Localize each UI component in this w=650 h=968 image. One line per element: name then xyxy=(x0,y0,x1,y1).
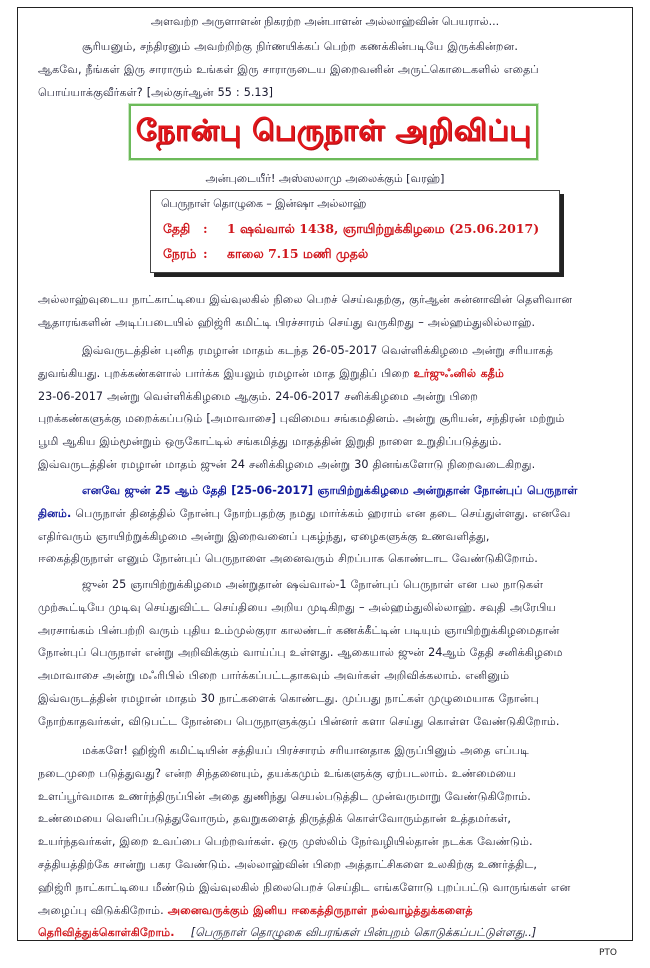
paragraph-text: துவங்கியது. புறக்கண்களால் பார்க்க இயலும் ரமழான் மாத இறுதிப் பிறை xyxy=(38,366,410,380)
footnote: [பெருநாள் தொழுகை விபரங்கள் பின்புறம் கொடுக்கப்பட்டுள்ளது..] xyxy=(190,926,537,940)
paragraph-line: அல்லாஹ்வுடைய நாட்காட்டியை இவ்வுலகில் நிலை பெறச் செய்வதற்கு, குர்ஆன் சுன்னாவின் தெளிவான xyxy=(38,293,573,306)
page-title: நோன்பு பெருநாள் அறிவிப்பு xyxy=(135,113,532,147)
paragraph-line xyxy=(38,503,618,526)
paragraph-line xyxy=(38,900,618,923)
paragraph-text: பெருநாள் தினத்தில் நோன்பு நோற்பதற்கு நமது மார்க்கம் ஹராம் என தடை செய்துள்ளது. எனவே xyxy=(75,506,571,520)
date-value: 1 ஷவ்வால் 1438, ஞாயிற்றுக்கிழமை (25.06.2017) xyxy=(227,221,540,236)
prayer-time-row xyxy=(163,246,368,263)
highlight-eid-day: தினம். xyxy=(38,506,72,520)
prayer-info-heading: பெருநாள் தொழுகை – இன்ஷா அல்லாஹ் xyxy=(161,197,367,210)
paragraph-line: முற்கூட்டியே முடிவு செய்துவிட்ட செய்தியை அறிய முடிகிறது – அல்ஹம்துலில்லாஹ். சவுதி அரேபிய xyxy=(38,600,556,614)
paragraph-line: புறக்கண்களுக்கு மறைக்கப்படும் [அமாவாசை] புவிமைய சங்கமதினம். அன்று சூரியன், சந்திரன் மற்றும் xyxy=(38,412,565,426)
paragraph-appeal xyxy=(38,740,618,945)
paragraph-line xyxy=(38,922,618,945)
paragraph-line: ஜுன் 25 ஞாயிற்றுக்கிழமை அன்றுதான் ஷவ்வால்-1 நோன்புப் பெருநாள் என பல நாடுகள் xyxy=(82,578,544,591)
date-label: தேதி xyxy=(163,221,191,236)
paragraph-line: ஹிஜ்ரி நாட்காட்டியை மீண்டும் இவ்வுலகில் நிலைபெறச் செய்திட எங்களோடு புறப்பட்டு வாருங்கள் என xyxy=(38,880,571,894)
paragraph-line: நோற்காதவர்கள், விடுபட்ட நோன்பை பெருநாளுக்குப் பின்னர் களா செய்து கொள்ள வேண்டுகிறோம். xyxy=(38,714,560,728)
paragraph-line: இவ்வருடத்தின் ரமழான் மாதம் 30 நாட்களைக் கொண்டது. முப்பது நாட்கள் முழுமையாக நோன்பு xyxy=(38,691,539,705)
paragraph-line: பூமி ஆகிய இம்மூன்றும் ஒருகோட்டில் சங்கமித்து மாதத்தின் இறுதி நாளை உறுதிப்படுத்தும். xyxy=(38,435,502,449)
paragraph-ramadan xyxy=(38,340,618,477)
paragraph-line: இவ்வருடத்தின் புனித ரமழான் மாதம் கடந்த 26-05-2017 வெள்ளிக்கிழமை அன்று சரியாகத் xyxy=(82,344,554,357)
paragraph-shawwal xyxy=(38,574,618,734)
paragraph-line: அரசாங்கம் பின்பற்றி வரும் புதிய உம்முல்குரா காலண்டர் கணக்கீட்டின் படியும் ஞாயிற்றுக்கிழமைதான் xyxy=(38,623,560,637)
pto-label: PTO xyxy=(599,948,618,958)
paragraph-line: மக்களே! ஹிஜ்ரி கமிட்டியின் சத்தியப் பிரச்சாரம் சரியானதாக இருப்பினும் அதை எப்படி xyxy=(82,744,529,757)
verse-line: ஆகவே, நீங்கள் இரு சாராரும் உங்கள் இரு சாராருடைய இறைவனின் அருட்கொடைகளில் எதைப் xyxy=(38,62,539,76)
verse-line: பொய்யாக்குவீர்கள்? [அல்குர்ஆன் 55 : 5.13] xyxy=(38,85,273,99)
paragraph-line: ஈகைத்திருநாள் எனும் நோன்புப் பெருநாளை அனைவரும் சிறப்பாக கொண்டாட வேண்டுகிறோம். xyxy=(38,552,538,566)
highlight-urjun: உர்ஜுஃனில் கதீம் xyxy=(413,366,505,380)
quran-verse xyxy=(38,36,618,104)
bismillah-heading: அளவற்ற அருளாளன் நிகரற்ற அன்பாளன் அல்லாஹ்வின் பெயரால்... xyxy=(150,15,500,28)
time-value: காலை 7.15 மணி முதல் xyxy=(227,246,369,261)
paragraph-text: அழைப்பு விடுக்கிறோம். xyxy=(38,903,164,917)
highlight-eid-date: எனவே ஜுன் 25 ஆம் தேதி [25-06-2017] ஞாயிற்றுக்கிழமை அன்றுதான் நோன்புப் பெருநாள் xyxy=(82,484,578,497)
paragraph-line: உண்மையை வெளிப்படுத்துவோரும், தவறுகளைத் திருத்திக் கொள்வோரும்தான் உத்தமர்கள், xyxy=(38,812,511,826)
paragraph-line: எதிர்வரும் ஞாயிற்றுக்கிழமை அன்று இறைவனைப் புகழ்ந்து, ஏழைகளுக்கு உணவளித்து, xyxy=(38,529,490,543)
verse-line: சூரியனும், சந்திரனும் அவற்றிற்கு நிர்ணயிக்கப் பெற்ற கணக்கின்படியே இருக்கின்றன. xyxy=(82,40,518,53)
paragraph-line: உயர்ந்தவர்கள், இறை உவப்பை பெற்றவர்கள். ஒரு முஸ்லிம் நேர்வழியில்தான் நடக்க வேண்டும். xyxy=(38,835,533,849)
time-colon: : xyxy=(203,246,208,261)
greeting: அன்புடையீர்! அஸ்ஸலாமு அலைக்கும் [வரஹ்] xyxy=(205,172,445,185)
paragraph-line: அமாவாசை அன்று மஃரிபில் பிறை பார்க்கப்பட்டதாகவும் அவர்கள் அறிவிக்கலாம். எனினும் xyxy=(38,669,510,683)
paragraph-line: உளப்பூர்வமாக உணர்ந்திருப்பின் அதை துணிந்து செயல்படுத்திட முன்வருமாறு வேண்டுகிறோம். xyxy=(38,789,531,803)
paragraph-line: நோன்புப் பெருநாள் என்று அறிவிக்கும் வாய்ப்பு உள்ளது. ஆகையால் ஜுன் 24ஆம் தேதி சனிக்கிழமை xyxy=(38,646,563,660)
prayer-date-row xyxy=(163,221,539,238)
highlight-greeting-end: தெரிவித்துக்கொள்கிறோம். xyxy=(38,926,175,940)
paragraph-line xyxy=(38,480,618,503)
highlight-greeting: அனைவருக்கும் இனிய ஈகைத்திருநாள் நல்வாழ்த்துக்களைத் xyxy=(167,903,473,917)
paragraph-eid-day xyxy=(38,480,618,571)
time-label: நேரம் xyxy=(163,246,197,261)
title-banner xyxy=(129,104,538,160)
paragraph-intro xyxy=(38,289,618,335)
prayer-info-box xyxy=(150,190,560,273)
date-colon: : xyxy=(203,221,208,236)
paragraph-line: இவ்வருடத்தின் ரமழான் மாதம் ஜுன் 24 சனிக்கிழமை அன்று 30 தினங்களோடு நிறைவடைகிறது. xyxy=(38,457,536,471)
paragraph-line: நடைமுறை படுத்துவது? என்ற சிந்தனையும், தயக்கமும் உங்களுக்கு ஏற்படலாம். உண்மையை xyxy=(38,766,516,780)
paragraph-line: 23-06-2017 அன்று வெள்ளிக்கிழமை ஆகும். 24-06-2017 சனிக்கிழமை அன்று பிறை xyxy=(38,389,478,403)
paragraph-line xyxy=(38,363,618,386)
paragraph-line: சத்தியத்திற்கே சான்று பகர வேண்டும். அல்லாஹ்வின் பிறை அத்தாட்சிகளை உலகிற்கு உணர்த்திட, xyxy=(38,857,537,871)
paragraph-line: ஆதாரங்களின் அடிப்படையில் ஹிஜ்ரி கமிட்டி பிரச்சாரம் செய்து வருகிறது – அல்ஹம்துலில்லாஹ். xyxy=(38,315,536,329)
